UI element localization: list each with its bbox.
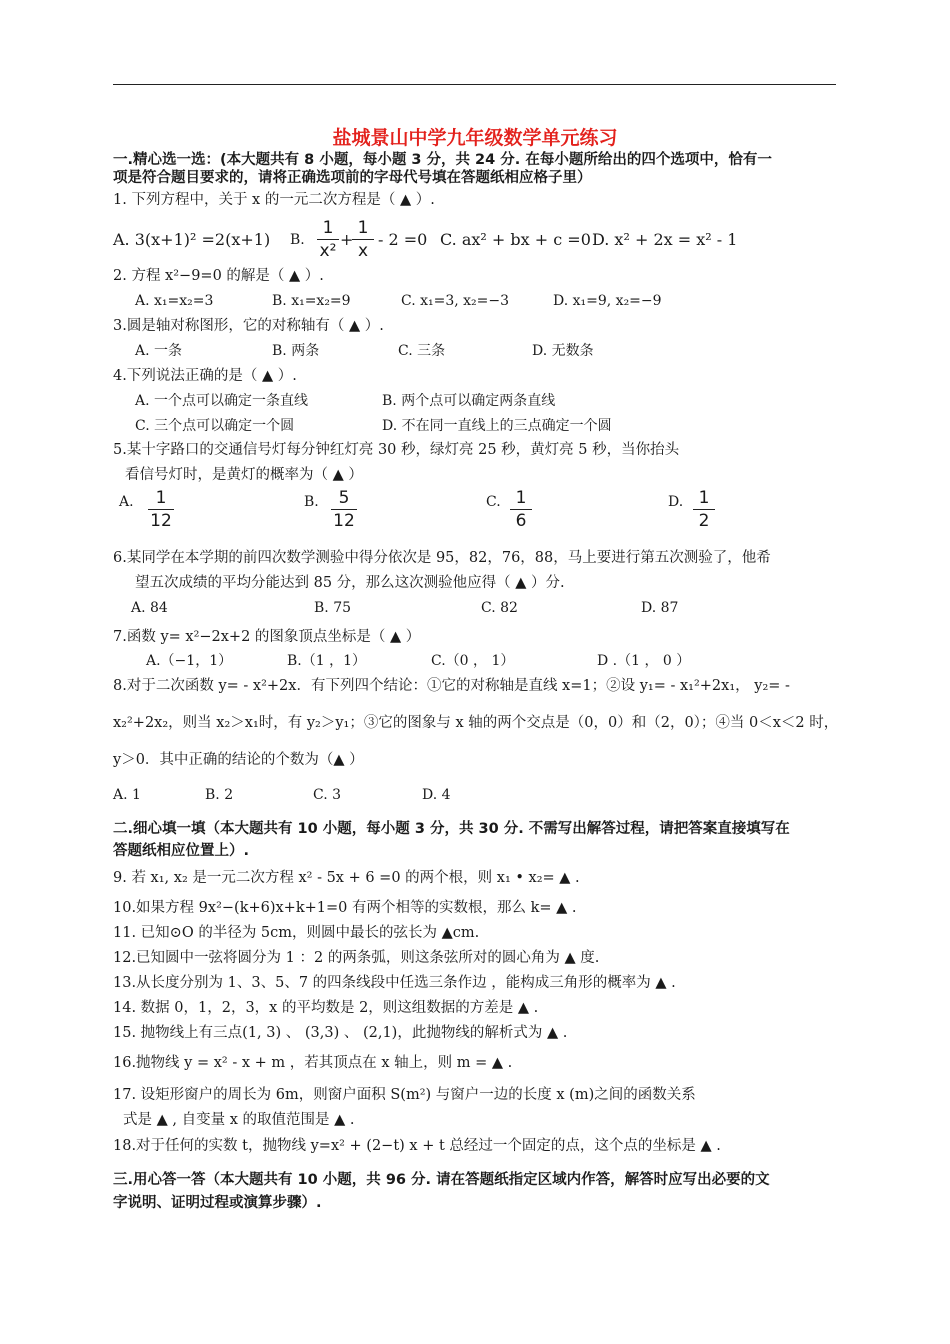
q5-option-b-label: B.: [304, 494, 319, 510]
q6-stem: 6.某同学在本学期的前四次数学测验中得分依次是 95，82，76，88，马上要进行第五次测验了，他希: [113, 550, 771, 566]
q2-option-a: A. x₁=x₂=3: [135, 293, 214, 309]
q17: 17. 设矩形窗户的周长为 6m，则窗户面积 S(m²) 与窗户一边的长度 x (m)之间的函数关系: [113, 1087, 696, 1103]
q4-option-c: C. 三个点可以确定一个圆: [135, 418, 295, 434]
q5-option-b: 5 12: [329, 488, 359, 531]
q4-option-d: D. 不在同一直线上的三点确定一个圆: [382, 418, 612, 434]
q3-stem: 3.圆是轴对称图形，它的对称轴有（ ▲ ）.: [113, 318, 384, 334]
q8-option-c: C. 3: [313, 787, 342, 803]
q2-option-d: D. x₁=9, x₂=−9: [553, 293, 662, 309]
q12: 12.已知圆中一弦将圆分为 1 ：2 的两条弧，则这条弦所对的圆心角为 ▲ 度.: [113, 950, 600, 966]
q8-option-d: D. 4: [422, 787, 451, 803]
q1-option-b-tail: - 2 =0: [378, 230, 428, 249]
exam-page: 盐城景山中学九年级数学单元练习 一.精心选一选：(本大题共有 8 小题，每小题 3 分，共 24 分. 在每小题所给出的四个选项中，恰有一 项是符合题目要求的，请将正确选项前的字母代号填在答题纸相应格子里） 1. 下列方程中，关于 x 的一元二次方程是（ ▲ ）. A. 3(x+1)² =2(x+1) B. 1 x² + 1 x - 2 =0 C. ax² + bx + c =0 D. x² + 2x = x² - 1 2. 方程 x²−9=0 的解是（ ▲ ）. A. x₁=x₂=3 B. x₁=x₂=9 C. x₁=3, x₂=−3 D. x₁=9, x₂=−9 3.圆是轴对称图形，它的对称轴有（ ▲ ）. A. 一条 B. 两条 C. 三条 D. 无数条 4.下列说法正确的是（ ▲ ）. A. 一个点可以确定一条直线 B. 两个点可以确定两条直线 C. 三个点可以确定一个圆 D. 不在同一直线上的三点确定一个圆 5.某十字路口的交通信号灯每分钟红灯亮 30 秒，绿灯亮 25 秒，黄灯亮 5 秒，当你抬头 看信号灯时，是黄灯的概率为（ ▲ ） A. 1 12 B. 5 12 C. 1 6 D. 1 2 6.某同学在本学期的前四次数学测验中得分依次是 95，82，76，88，马上要进行第五次测验了，他希 望五次成绩的平均分能达到 85 分，那么这次测验他应得（ ▲ ）分. A. 84 B. 75 C. 82 D. 87 7.函数 y= x²−2x+2 的图象顶点坐标是（ ▲ ） A.（−1，1） B.（1 ，1） C.（0 ， 1） D .（1 ， 0 ） 8.对于二次函数 y= - x²+2x．有下列四个结论：①它的对称轴是直线 x=1；②设 y₁= - x₁²+2x₁， y₂= - x₂²+2x₂，则当 x₂＞x₁时，有 y₂＞y₁；③它的图象与 x 轴的两个交点是（0，0）和（2，0）；④当 0＜x＜2 时， y＞0．其中正确的结论的个数为（▲ ） A. 1 B. 2 C. 3 D. 4 二.细心填一填（本大题共有 10 小题，每小题 3 分，共 30 分. 不需写出解答过程，请把答案直接填写在 答题纸相应位置上）. 9. 若 x₁, x₂ 是一元二次方程 x² - 5x + 6 =0 的两个根，则 x₁ • x₂= ▲ . 10.如果方程 9x²−(k+6)x+k+1=0 有两个相等的实数根，那么 k= ▲ . 11. 已知⊙O 的半径为 5cm，则圆中最长的弦长为 ▲cm. 12.已知圆中一弦将圆分为 1 ：2 的两条弧，则这条弦所对的圆心角为 ▲ 度. 13.从长度分别为 1、3、5、7 的四条线段中任选三条作边 ，能构成三角形的概率为 ▲ . 14. 数据 0，1，2，3，x 的平均数是 2，则这组数据的方差是 ▲ . 15. 抛物线上有三点(1, 3) 、 (3,3) 、 (2,1)，此抛物线的解析式为 ▲ . 16.抛物线 y = x² - x + m ，若其顶点在 x 轴上，则 m = ▲ . 17. 设矩形窗户的周长为 6m，则窗户面积 S(m²) 与窗户一边的长度 x (m)之间的函数关系 式是 ▲ , 自变量 x 的取值范围是 ▲ . 18.对于任何的实数 t，抛物线 y=x² + (2−t) x + t 总经过一个固定的点，这个点的坐标是 ▲ . 三.用心答一答（本大题共有 10 小题，共 96 分. 请在答题纸指定区域内作答，解答时应写出必要的文 字说明、证明过程或演算步骤）.: [0, 0, 950, 1344]
q16: 16.抛物线 y = x² - x + m ，若其顶点在 x 轴上，则 m = ▲ .: [113, 1055, 513, 1071]
q5-option-a: 1 12: [146, 488, 176, 531]
q1-option-a: A. 3(x+1)² =2(x+1): [113, 230, 271, 249]
q14: 14. 数据 0，1，2，3，x 的平均数是 2，则这组数据的方差是 ▲ .: [113, 1000, 539, 1016]
q3-option-a: A. 一条: [135, 343, 183, 359]
q1-option-b-frac2: 1 x: [350, 218, 376, 261]
q4-stem: 4.下列说法正确的是（ ▲ ）.: [113, 368, 297, 384]
q7-stem: 7.函数 y= x²−2x+2 的图象顶点坐标是（ ▲ ）: [113, 629, 421, 645]
q8-stem-cont1: x₂²+2x₂，则当 x₂＞x₁时，有 y₂＞y₁；③它的图象与 x 轴的两个交点是（0，0）和（2，0）；④当 0＜x＜2 时，: [113, 715, 839, 731]
q8-stem: 8.对于二次函数 y= - x²+2x．有下列四个结论：①它的对称轴是直线 x=1；②设 y₁= - x₁²+2x₁， y₂= -: [113, 678, 790, 694]
q11: 11. 已知⊙O 的半径为 5cm，则圆中最长的弦长为 ▲cm.: [113, 925, 480, 941]
q3-option-d: D. 无数条: [532, 343, 594, 359]
section-3-heading: 三.用心答一答（本大题共有 10 小题，共 96 分. 请在答题纸指定区域内作答，解答时应写出必要的文: [113, 1172, 770, 1188]
q15: 15. 抛物线上有三点(1, 3) 、 (3,3) 、 (2,1)，此抛物线的解析式为 ▲ .: [113, 1025, 568, 1041]
header-rule: [113, 84, 836, 85]
q3-option-c: C. 三条: [398, 343, 446, 359]
q7-option-a: A.（−1，1）: [146, 653, 233, 669]
q5-option-d: 1 2: [691, 488, 717, 531]
q5-stem-cont: 看信号灯时，是黄灯的概率为（ ▲ ）: [125, 467, 363, 483]
q7-option-b: B.（1 ，1）: [287, 653, 367, 669]
q1-option-b-frac1: 1 x²: [315, 218, 341, 261]
q8-option-b: B. 2: [205, 787, 234, 803]
q6-stem-cont: 望五次成绩的平均分能达到 85 分，那么这次测验他应得（ ▲ ）分.: [135, 575, 565, 591]
q1-option-b-label: B.: [290, 232, 305, 248]
q5-stem: 5.某十字路口的交通信号灯每分钟红灯亮 30 秒，绿灯亮 25 秒，黄灯亮 5 秒，当你抬头: [113, 442, 680, 458]
q1-stem: 1. 下列方程中，关于 x 的一元二次方程是（ ▲ ）.: [113, 192, 435, 208]
q6-option-b: B. 75: [314, 600, 352, 616]
q7-option-c: C.（0 ， 1）: [431, 653, 515, 669]
q5-option-a-label: A.: [119, 494, 134, 510]
q1-option-c: C. ax² + bx + c =0: [440, 230, 591, 249]
section-3-heading-cont: 字说明、证明过程或演算步骤）.: [113, 1195, 322, 1211]
page-title: 盐城景山中学九年级数学单元练习: [332, 127, 618, 149]
q5-option-d-label: D.: [668, 494, 684, 510]
q5-option-c: 1 6: [508, 488, 534, 531]
q4-option-b: B. 两个点可以确定两条直线: [382, 393, 556, 409]
section-2-heading-cont: 答题纸相应位置上）.: [113, 843, 250, 859]
q7-option-d: D .（1 ， 0 ）: [597, 653, 691, 669]
q8-stem-cont2: y＞0．其中正确的结论的个数为（▲ ）: [113, 752, 364, 768]
q17-cont: 式是 ▲ , 自变量 x 的取值范围是 ▲ .: [123, 1112, 355, 1128]
q4-option-a: A. 一个点可以确定一条直线: [135, 393, 309, 409]
q6-option-d: D. 87: [641, 600, 679, 616]
q1-option-d: D. x² + 2x = x² - 1: [592, 230, 738, 249]
q5-option-c-label: C.: [486, 494, 501, 510]
q18: 18.对于任何的实数 t，抛物线 y=x² + (2−t) x + t 总经过一个固定的点，这个点的坐标是 ▲ .: [113, 1138, 721, 1154]
section-2-heading: 二.细心填一填（本大题共有 10 小题，每小题 3 分，共 30 分. 不需写出解答过程，请把答案直接填写在: [113, 821, 790, 837]
q13: 13.从长度分别为 1、3、5、7 的四条线段中任选三条作边 ，能构成三角形的概率为 ▲ .: [113, 975, 676, 991]
q2-option-b: B. x₁=x₂=9: [272, 293, 351, 309]
q6-option-c: C. 82: [481, 600, 518, 616]
q9: 9. 若 x₁, x₂ 是一元二次方程 x² - 5x + 6 =0 的两个根，则 x₁ • x₂= ▲ .: [113, 870, 580, 886]
q8-option-a: A. 1: [113, 787, 141, 803]
q10: 10.如果方程 9x²−(k+6)x+k+1=0 有两个相等的实数根，那么 k= ▲ .: [113, 900, 577, 916]
q2-option-c: C. x₁=3, x₂=−3: [401, 293, 510, 309]
q2-stem: 2. 方程 x²−9=0 的解是（ ▲ ）.: [113, 268, 324, 284]
section-1-heading: 一.精心选一选：(本大题共有 8 小题，每小题 3 分，共 24 分. 在每小题所给出的四个选项中，恰有一: [113, 152, 772, 168]
section-1-heading-cont: 项是符合题目要求的，请将正确选项前的字母代号填在答题纸相应格子里）: [113, 170, 592, 186]
q6-option-a: A. 84: [131, 600, 168, 616]
q3-option-b: B. 两条: [272, 343, 320, 359]
